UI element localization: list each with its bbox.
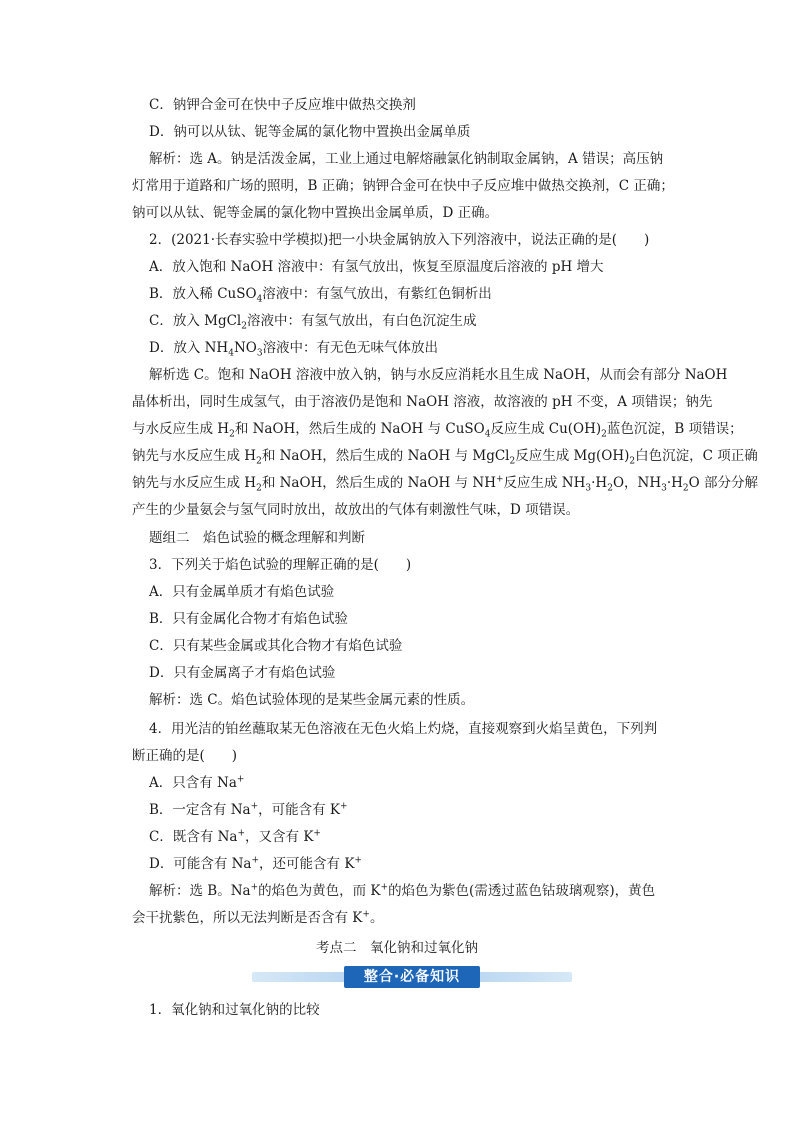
q3-option-a: A．只有金属单质才有焰色试验 — [149, 584, 335, 600]
option-c: C．钠钾合金可在快中子反应堆中做热交换剂 — [149, 97, 416, 113]
option-d: D．钠可以从钛、铌等金属的氯化物中置换出金属单质 — [149, 124, 471, 140]
analysis-3: 解析：选 C。焰色试验体现的是某些金属元素的性质。 — [149, 692, 475, 708]
q4-option-b: B．一定含有 Na+，可能含有 K+ — [149, 801, 348, 818]
q2-option-b: B．放入稀 CuSO$_4$溶液中：有氢气放出，有紫红色铜析出 — [149, 286, 492, 305]
group-heading: 题组二 焰色试验的概念理解和判断 — [149, 530, 365, 546]
analysis-1: 解析：选 A。钠是活泼金属，工业上通过电解熔融氯化钠制取金属钠，A 错误；高压钠 — [149, 151, 664, 167]
analysis-2-l2: 晶体析出，同时生成氢气，由于溶液仍是饱和 NaOH 溶液，故溶液的 pH 不变，A 项错误；钠先 — [132, 394, 713, 410]
analysis-2: 解析选 C。饱和 NaOH 溶液中放入钠，钠与水反应消耗水且生成 NaOH，从而会有部分 NaOH — [149, 367, 728, 383]
banner-label: 整合·必备知识 — [344, 966, 480, 988]
section-banner — [252, 966, 572, 988]
q2-option-a: A．放入饱和 NaOH 溶液中：有氢气放出，恢复至原温度后溶液的 pH 增大 — [149, 259, 604, 275]
q4-option-c: C．既含有 Na+，又含有 K+ — [149, 828, 321, 845]
question-4: 4．用光洁的铂丝蘸取某无色溶液在无色火焰上灼烧，直接观察到火焰呈黄色，下列判 — [149, 721, 658, 737]
analysis-1-end: 钠可以从钛、铌等金属的氯化物中置换出金属单质，D 正确。 — [132, 205, 499, 221]
q2-option-d: D．放入 $NH_4NO_3$溶液中：有无色无味气体放出 — [149, 340, 439, 359]
analysis-2-l6: 产生的少量氨会与氢气同时放出，故放出的气体有刺激性气味，D 项错误。 — [132, 502, 580, 518]
analysis-4: 解析：选 B。Na+的焰色为黄色，而 K+的焰色为紫色(需透过蓝色钴玻璃观察)，黄色 — [149, 882, 656, 899]
analysis-2-l5: 钠先与水反应生成 $H_2$和 NaOH，然后生成的 NaOH 与 NH+反应生成 $NH_3\cdot H_2O$，$NH_3\cdot H_2O$ 部分分解 — [132, 474, 759, 494]
question-2: 2．(2021·长春实验中学模拟)把一小块金属钠放入下列溶液中，说法正确的是( ) — [149, 232, 650, 248]
comparison-heading: 1．氧化钠和过氧化钠的比较 — [149, 1002, 320, 1018]
analysis-2-l4: 钠先与水反应生成 $H_2$和 NaOH，然后生成的 NaOH 与 MgCl$_2$反应生成 $Mg(OH)_2$白色沉淀，C 项正确 — [132, 448, 758, 467]
q4-option-d: D．可能含有 Na+，还可能含有 K+ — [149, 855, 362, 872]
analysis-1-cont: 灯常用于道路和广场的照明，B 正确；钠钾合金可在快中子反应堆中做热交换剂，C 正确； — [132, 178, 674, 194]
analysis-2-l3: 与水反应生成 $H_2$和 NaOH，然后生成的 NaOH 与 CuSO$_4$反应生成 $Cu(OH)_2$蓝色沉淀，B 项错误； — [132, 421, 743, 440]
q3-option-d: D．只有金属离子才有焰色试验 — [149, 665, 336, 681]
question-4-cont: 断正确的是( ) — [132, 748, 238, 764]
q3-option-c: C．只有某些金属或其化合物才有焰色试验 — [149, 638, 403, 654]
q3-option-b: B．只有金属化合物才有焰色试验 — [149, 611, 348, 627]
q4-option-a: A．只含有 Na+ — [149, 774, 245, 791]
analysis-4-cont: 会干扰紫色，所以无法判断是否含有 K+。 — [132, 909, 384, 926]
section-title: 考点二 氧化钠和过氧化钠 — [316, 940, 478, 956]
question-3: 3．下列关于焰色试验的理解正确的是( ) — [149, 557, 412, 573]
q2-option-c: C．放入 MgCl$_2$溶液中：有氢气放出，有白色沉淀生成 — [149, 313, 477, 332]
